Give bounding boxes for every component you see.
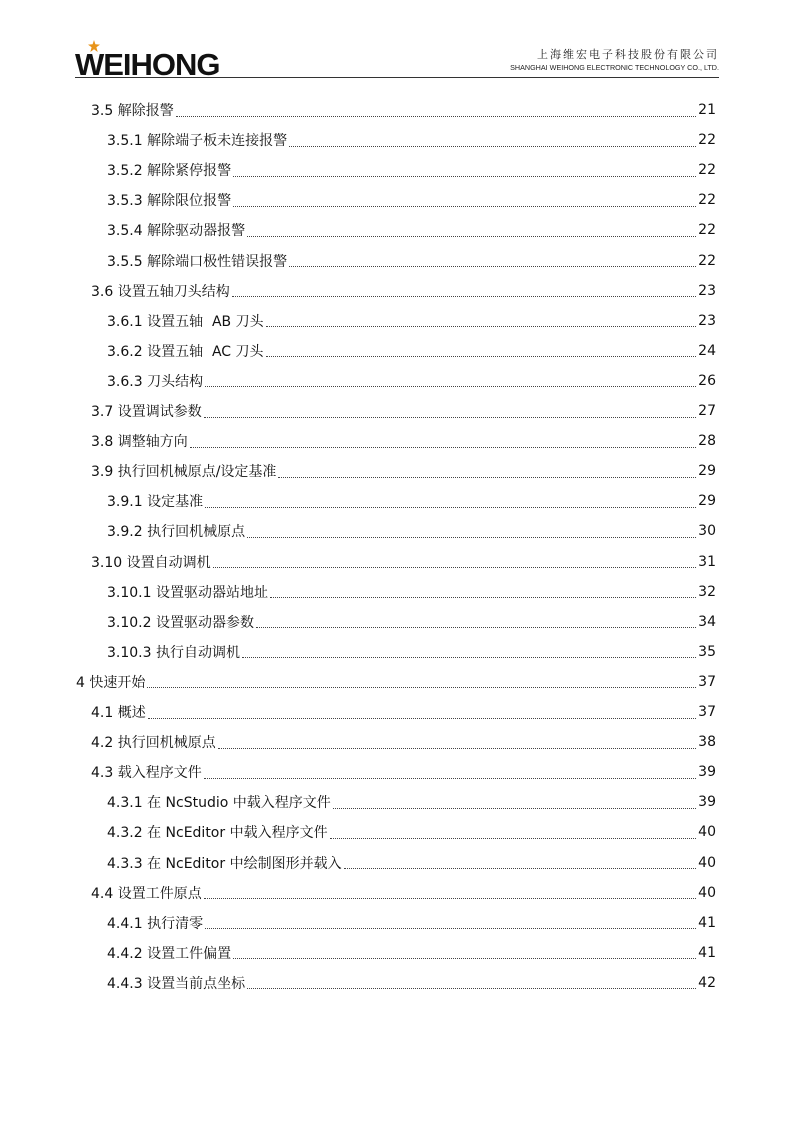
toc-entry-page-number: 27 (698, 403, 716, 419)
toc-entry-page-number: 40 (698, 854, 716, 871)
toc-entry[interactable] (107, 516, 716, 546)
toc-entry-title: 3.7 设置调试参数 (91, 404, 202, 420)
toc-entry-title: 4.2 执行回机械原点 (91, 735, 216, 752)
toc-entry[interactable] (107, 637, 716, 667)
toc-entry-page-number: 28 (698, 433, 716, 450)
toc-entry-page-number: 21 (698, 102, 716, 118)
toc-entry-page-number: 22 (698, 132, 716, 149)
toc-entry-title: 4 快速开始 (76, 674, 146, 691)
weihong-logo (75, 40, 245, 80)
toc-leader-dots (233, 206, 696, 207)
toc-entry-title: 3.6.1 设置五轴 AB 刀头 (107, 313, 264, 330)
toc-entry-page-number: 29 (698, 463, 716, 480)
toc-entry-title: 4.4.2 设置工件偏置 (107, 945, 232, 962)
toc-entry[interactable] (107, 848, 716, 878)
toc-leader-dots (247, 988, 696, 989)
toc-entry-title: 4.1 概述 (91, 705, 146, 721)
toc-entry[interactable] (107, 246, 716, 276)
toc-entry-title: 3.10.2 设置驱动器参数 (107, 614, 254, 631)
toc-leader-dots (344, 868, 696, 869)
toc-leader-dots (333, 808, 696, 809)
toc-entry-page-number: 35 (698, 643, 716, 660)
toc-entry[interactable] (107, 817, 716, 847)
toc-entry-title: 3.9.1 设定基准 (107, 494, 204, 511)
toc-entry-page-number: 41 (698, 944, 716, 961)
toc-leader-dots (205, 507, 696, 508)
page-header (75, 36, 719, 82)
toc-entry[interactable] (91, 456, 716, 486)
toc-entry-page-number: 40 (698, 824, 716, 841)
toc-entry-page-number: 26 (698, 372, 716, 389)
toc-entry[interactable] (91, 396, 716, 426)
toc-leader-dots (289, 266, 696, 267)
toc-entry-title: 4.4.3 设置当前点坐标 (107, 975, 246, 992)
toc-entry[interactable] (107, 938, 716, 968)
toc-leader-dots (330, 838, 696, 839)
toc-leader-dots (213, 567, 696, 568)
toc-leader-dots (233, 958, 696, 959)
toc-entry-page-number: 32 (698, 583, 716, 600)
toc-entry-title: 3.6.3 刀头结构 (107, 373, 204, 390)
toc-entry-title: 3.5.2 解除紧停报警 (107, 163, 232, 180)
toc-entry-page-number: 41 (698, 914, 716, 931)
toc-entry[interactable] (91, 276, 716, 306)
toc-entry-page-number: 30 (698, 523, 716, 540)
toc-entry-title: 3.5.5 解除端口极性错误报警 (107, 253, 288, 270)
toc-entry-page-number: 38 (698, 734, 716, 751)
toc-leader-dots (148, 718, 696, 719)
toc-leader-dots (233, 176, 696, 177)
toc-entry[interactable] (107, 306, 716, 336)
toc-entry-title: 4.3.3 在 NcEditor 中绘制图形并载入 (107, 855, 342, 872)
toc-entry-page-number: 40 (698, 884, 716, 901)
toc-leader-dots (247, 236, 696, 237)
toc-entry-title: 3.8 调整轴方向 (91, 434, 188, 451)
toc-entry[interactable] (107, 577, 716, 607)
toc-leader-dots (147, 687, 696, 688)
toc-entry-page-number: 22 (698, 222, 716, 239)
toc-entry-title: 3.10.3 执行自动调机 (107, 644, 240, 661)
toc-entry[interactable] (107, 215, 716, 245)
toc-entry[interactable] (91, 95, 716, 125)
toc-entry[interactable] (107, 908, 716, 938)
toc-entry-title: 4.3.1 在 NcStudio 中载入程序文件 (107, 795, 331, 812)
toc-entry[interactable] (91, 878, 716, 908)
toc-leader-dots (190, 447, 696, 448)
toc-leader-dots (204, 898, 696, 899)
toc-entry[interactable] (91, 697, 716, 727)
toc-entry[interactable] (91, 757, 716, 787)
toc-entry-title: 3.5.4 解除驱动器报警 (107, 223, 246, 240)
toc-leader-dots (289, 146, 696, 147)
toc-entry[interactable] (107, 336, 716, 366)
toc-entry-title: 3.9 执行回机械原点/设定基准 (91, 464, 277, 481)
toc-entry-title: 4.3.2 在 NcEditor 中载入程序文件 (107, 825, 328, 842)
toc-entry-page-number: 37 (698, 704, 716, 720)
toc-entry-page-number: 42 (698, 974, 716, 991)
toc-entry-page-number: 22 (698, 192, 716, 209)
toc-leader-dots (242, 657, 696, 658)
toc-entry[interactable] (91, 547, 716, 577)
toc-entry[interactable] (76, 667, 716, 697)
toc-entry-title: 4.3 载入程序文件 (91, 765, 202, 782)
toc-entry[interactable] (107, 125, 716, 155)
toc-entry[interactable] (107, 968, 716, 998)
company-name-cn: 上海维宏电子科技股份有限公司 (537, 48, 719, 61)
company-name (510, 48, 719, 73)
toc-entry-page-number: 34 (698, 613, 716, 630)
toc-leader-dots (247, 537, 696, 538)
toc-entry[interactable] (91, 426, 716, 456)
toc-leader-dots (205, 928, 696, 929)
toc-entry-page-number: 29 (698, 493, 716, 510)
toc-entry[interactable] (107, 185, 716, 215)
toc-leader-dots (204, 778, 696, 779)
toc-entry-title: 3.6 设置五轴刀头结构 (91, 283, 230, 300)
logo-text: WEIHONG (75, 47, 220, 82)
toc-entry[interactable] (107, 155, 716, 185)
toc-leader-dots (176, 116, 696, 117)
toc-entry-title: 3.5.3 解除限位报警 (107, 193, 232, 210)
toc-entry-page-number: 31 (698, 553, 716, 570)
toc-entry[interactable] (107, 787, 716, 817)
toc-leader-dots (266, 356, 696, 357)
toc-entry-title: 3.5.1 解除端子板未连接报警 (107, 133, 288, 150)
toc-entry[interactable] (107, 486, 716, 516)
toc-leader-dots (278, 477, 696, 478)
toc-entry-title: 3.5 解除报警 (91, 103, 174, 119)
toc-entry[interactable] (107, 366, 716, 396)
toc-entry-page-number: 23 (698, 282, 716, 299)
toc-entry-page-number: 39 (698, 794, 716, 811)
toc-entry[interactable] (107, 607, 716, 637)
toc-leader-dots (266, 326, 696, 327)
toc-entry-title: 3.10 设置自动调机 (91, 554, 211, 571)
toc-leader-dots (256, 627, 696, 628)
toc-entry-title: 4.4.1 执行清零 (107, 915, 204, 932)
toc-entry-page-number: 22 (698, 162, 716, 179)
toc-entry-title: 3.6.2 设置五轴 AC 刀头 (107, 343, 264, 360)
toc-entry-page-number: 22 (698, 252, 716, 269)
toc-entry-title: 4.4 设置工件原点 (91, 885, 202, 902)
company-name-en: SHANGHAI WEIHONG ELECTRONIC TECHNOLOGY CO., LTD. (510, 63, 719, 72)
toc-leader-dots (270, 597, 696, 598)
toc-entry-title: 3.10.1 设置驱动器站地址 (107, 584, 268, 601)
toc-leader-dots (232, 296, 696, 297)
toc-entry-page-number: 23 (698, 312, 716, 329)
header-divider (75, 77, 719, 78)
toc-leader-dots (205, 386, 696, 387)
toc-entry[interactable] (91, 727, 716, 757)
toc-leader-dots (204, 417, 696, 418)
toc-entry-page-number: 39 (698, 764, 716, 781)
toc-leader-dots (218, 748, 696, 749)
toc-entry-page-number: 37 (698, 673, 716, 690)
toc-entry-title: 3.9.2 执行回机械原点 (107, 524, 246, 541)
toc-entry-page-number: 24 (698, 342, 716, 359)
